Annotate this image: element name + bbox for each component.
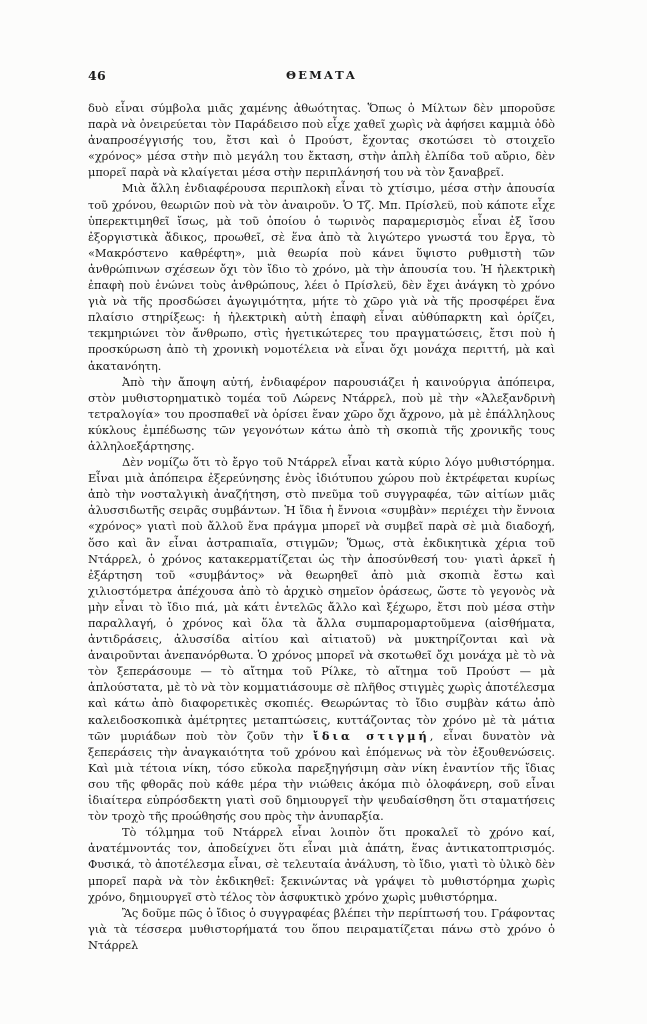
spaced-emphasis: ἴδια στιγμή xyxy=(313,728,430,743)
body-text xyxy=(88,100,555,953)
paragraph xyxy=(88,824,555,904)
paragraph xyxy=(88,374,555,454)
paragraph-text: Ἂς δοῦμε πῶς ὁ ἴδιος ὁ συγγραφέας βλέπει τὴν περίπτωσή του. Γράφοντας γιὰ τὰ τέσσερα μυθιστορήματά του ὅπου πειραματίζεται πάνω στὸ χρόνο ὁ Ντάρρελ xyxy=(88,905,555,952)
paragraph-text: , εἶναι δυνατὸν νὰ ξεπεράσεις τὴν ἀναγκαιότητα τοῦ χρόνου καὶ ἑπόμενως νὰ τὸν ἐξουθενώσεις. Καὶ μιὰ τέτοια νίκη, τόσο εὔκολα παρεξηγήσιμη σὰν νίκη ἐναντίον τῆς ἴδιας σου τῆς φθορᾶς ποὺ κάθε μέρα τὴν νιώθεις ἀκόμα πιὸ ὁλοφάνερη, σοῦ εἶναι ἰδιαίτερα εὐπρόσδεκτη γιατὶ σοῦ δημιουργεῖ τὴν ψευδαίσθηση ὅτι σταματήσεις τὸν τροχὸ τῆς προώθησής σου πρὸς τὴν ἀνυπαρξία. xyxy=(88,728,555,824)
page-header xyxy=(88,68,555,86)
running-title: ΘΕΜΑΤΑ xyxy=(285,68,358,82)
paragraph xyxy=(88,180,555,373)
paragraph-text: δυὸ εἶναι σύμβολα μιᾶς χαμένης ἀθωότητας. Ὅπως ὁ Μίλτων δὲν μποροῦσε παρὰ νὰ ὀνειρεύεται τὸν Παράδεισο ποὺ εἶχε χαθεῖ χωρὶς νὰ ἀφήσει καμμιὰ ὁδὸ ἀναπροσέγγισής του, ἔτσι καὶ ὁ Προύστ, ἔχοντας σκοτώσει τὸ στοιχεῖο «χρόνος» μέσα στὴν πιὸ μεγάλη του ἔκταση, στὴν ἁπλὴ ἐλπίδα τοῦ αὔριο, δὲν μπορεῖ παρὰ νὰ κλαίγεται μέσα στὴν περιπλάνησή του νὰ τὸν ξαναβρεῖ. xyxy=(88,101,555,180)
paragraph-text: Μιὰ ἄλλη ἐνδιαφέρουσα περιπλοκὴ εἶναι τὸ χτίσιμο, μέσα στὴν ἀπουσία τοῦ χρόνου, θεωριῶν ποὺ νὰ τὸν ἀναιροῦν. Ὁ Τζ. Μπ. Πρίσλεϋ, ποὺ κάποτε εἶχε ὑπερεκτιμηθεῖ ἴσως, μὰ τοῦ ὁποίου ὁ τωρινὸς παραμερισμὸς εἶναι ἐξ ἴσου ἐξοργιστικὰ ἄδικος, προωθεῖ, σὲ ἕνα ἀπὸ τὰ λιγώτερο γνωστά του ἔργα, τὸ «Μακρόστενο καθρέφτη», μιὰ θεωρία ποὺ κάνει ὕψιστο ρυθμιστὴ τῶν ἀνθρώπινων σχέσεων ὄχι τὸν ἴδιο τὸ χρόνο, μὰ τὴν ἀπουσία του. Ἡ ἠλεκτρικὴ ἐπαφὴ ποὺ ἑνώνει τοὺς ἀνθρώπους, λέει ὁ Πρίσλεϋ, δὲν ἔχει ἀνάγκη τὸ χρόνο γιὰ νὰ τῆς προσδώσει ἀγωγιμότητα, μήτε τὸ χῶρο γιὰ νὰ τῆς προσφέρει ἕνα πλαίσιο στηρίξεως: ἡ ἠλεκτρικὴ αὐτὴ ἐπαφὴ εἶναι αὐθύπαρκτη καὶ ὁρίζει, τεκμηριώνει τὸν ἄνθρωπο, στὶς ἡγετικώτερες του πραγματώσεις, ἔτσι ποὺ ἡ προσκύρωση ἀπὸ τὴ χρονικὴ νομοτέλεια νὰ εἶναι ὄχι μονάχα περιττή, μὰ καὶ ἀκατανόητη. xyxy=(88,181,555,373)
page-number: 46 xyxy=(88,68,106,83)
paragraph xyxy=(88,100,555,180)
paragraph xyxy=(88,454,555,824)
paragraph-text: Δὲν νομίζω ὅτι τὸ ἔργο τοῦ Ντάρρελ εἶναι κατὰ κύριο λόγο μυθιστόρημα. Εἶναι μιὰ ἀπόπειρα ἐξερεύνησης ἑνὸς ἰδιότυπου χώρου ποὺ ἐκτρέφεται κυρίως ἀπὸ τὴν νοσταλγικὴ ἀναζήτηση, στὸ πνεῦμα τοῦ συγγραφέα, τῶν αἰτίων μιᾶς ἀλυσσιδωτῆς σειρᾶς συμβάντων. Ἡ ἴδια ἡ ἔννοια «συμβὰν» περιέχει τὴν ἔννοια «χρόνος» γιατὶ ποὺ ἄλλοῦ ἕνα πράγμα μπορεῖ νὰ συμβεῖ παρὰ σὲ μιὰ διαδοχή, ὅσο καὶ ἂν εἶναι ἀστραπιαῖα, στιγμῶν; Ὅμως, στὰ ἐκδικητικὰ χέρια τοῦ Ντάρρελ, ὁ χρόνος κατακερματίζεται ὡς τὴν ἀποσύνθεσή του· γιατὶ ἀρκεῖ ἡ ἐξάρτηση τοῦ «συμβάντος» νὰ θεωρηθεῖ ἀπὸ μιὰ σκοπιὰ ἔστω καὶ χιλιοστόμετρα ἀπέχουσα ἀπὸ τὸ ἀρχικὸ σημεῖον ὁράσεως, ὥστε τὸ γεγονὸς νὰ μὴν εἶναι τὸ ἴδιο πιά, μὰ κάτι ἐντελῶς ἄλλο καὶ ξέχωρο, ἔτσι ποὺ μέσα στὴν παραλλαγή, ὁ χρόνος καὶ ὅλα τὰ ἄλλα συμπαρομαρτοῦμενα (αἰσθήματα, ἀντιδράσεις, ἀλυσσίδα αἰτίου καὶ αἰτιατοῦ) νὰ μυκτηρίζονται καὶ νὰ ἀναιροῦνται ἀνεπανόρθωτα. Ὁ χρόνος μπορεῖ νὰ σκοτωθεῖ ὄχι μονάχα μὲ τὸ νὰ τὸν ξεπεράσουμε — τὸ αἴτημα τοῦ Ρίλκε, τὸ αἴτημα τοῦ Προύστ — μὰ ἁπλούστατα, μὲ τὸ νὰ τὸν κομματιάσουμε σὲ πλῆθος στιγμὲς χωρὶς ἀποτέλεσμα καὶ κάτω ἀπὸ διαφορετικὲς σκοπιές. Θεωρώντας τὸ ἴδιο συμβὰν κάτω ἀπὸ καλειδοσκοπικὰ ἀμέτρητες μεταπτώσεις, κυττάζοντας τὸν χρόνο μὲ τὰ μάτια τῶν μυριάδων ποὺ τὸν ζοῦν τὴν xyxy=(88,455,555,743)
paragraph-text: Τὸ τόλμημα τοῦ Ντάρρελ εἶναι λοιπὸν ὅτι προκαλεῖ τὸ χρόνο καί, ἀνατέμνοντάς τον, ἀποδείχνει ὅτι εἶναι μιὰ ἀπάτη, ἕνας ἀντικατοπτρισμός. Φυσικά, τὸ ἀποτέλεσμα εἶναι, σὲ τελευταία ἀνάλυση, τὸ ἴδιο, γιατὶ τὸ ὑλικὸ δὲν μπορεῖ παρὰ νὰ τὸν ἐκδικηθεῖ: ξεκινώντας νὰ γράψει τὸ μυθιστόρημα χωρὶς χρόνο, δημιουργεῖ στὸ τέλος τὸν ἀσφυκτικὸ χρόνο χωρὶς μυθιστόρημα. xyxy=(88,825,555,904)
paragraph xyxy=(88,905,555,953)
paragraph-text: Ἀπὸ τὴν ἄποψη αὐτή, ἐνδιαφέρον παρουσιάζει ἡ καινούργια ἀπόπειρα, στὸν μυθιστορηματικὸ τομέα τοῦ Λώρενς Ντάρρελ, ποὺ μὲ τὴν «Ἀλεξανδρινὴ τετραλογία» του προσπαθεῖ νὰ ὁρίσει ἕναν χῶρο ὄχι ἄχρονο, μὰ μὲ ἐπάλληλους κύκλους ἐμπέδωσης τῶν γεγονότων κάτω ἀπὸ τὴ σκοπιὰ τῆς χρονικῆς τους ἀλληλοεξάρτησης. xyxy=(88,374,555,453)
